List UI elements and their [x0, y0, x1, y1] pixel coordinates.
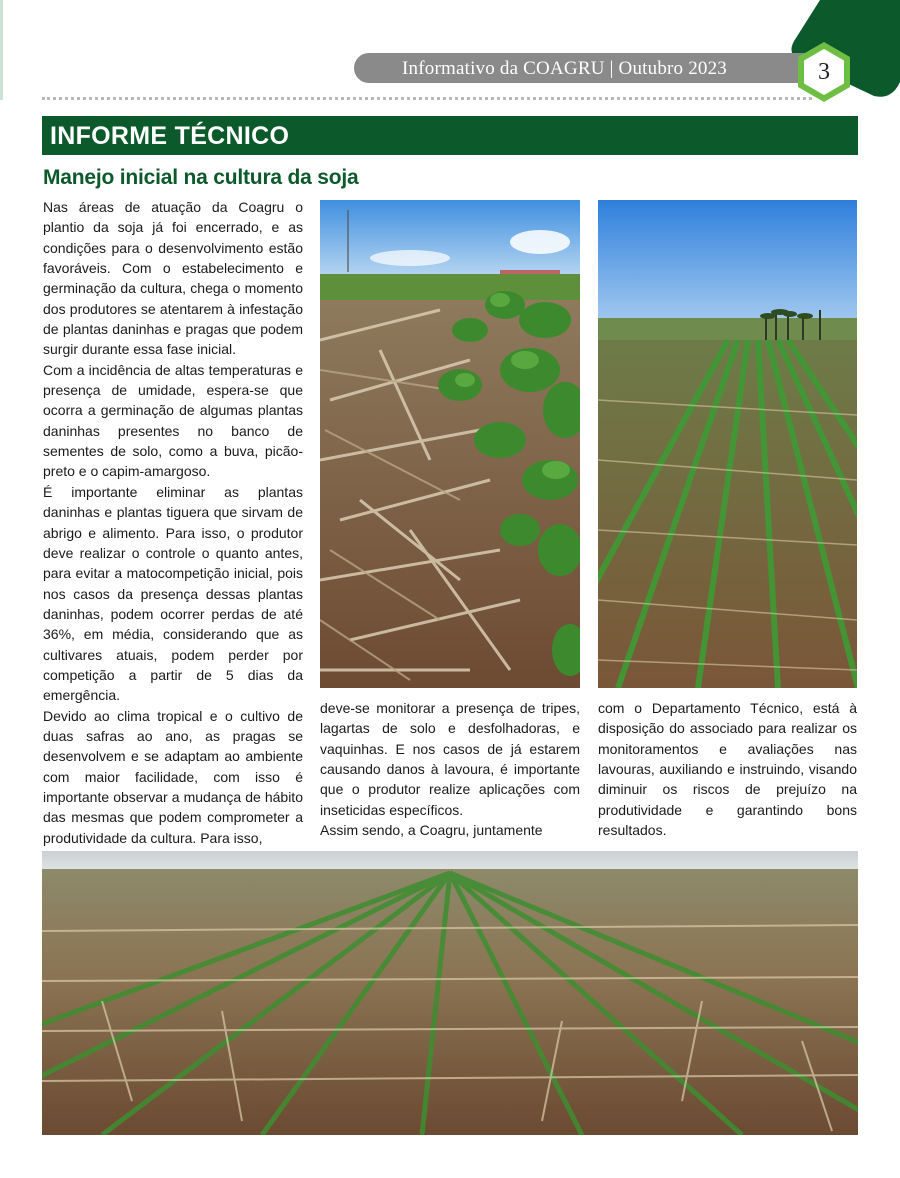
paragraph: deve-se monitorar a presença de tripes, lagartas de solo e desfolhadoras, e vaquinhas. E nos casos de já estarem causando danos à lavoura, é importante que o produtor realize aplicações com inseticidas específicos. — [320, 700, 580, 818]
soybean-field-rows-photo — [598, 200, 857, 688]
header-divider — [42, 97, 812, 100]
text-column-1 — [43, 197, 303, 848]
paragraph: Assim sendo, a Coagru, juntamente — [320, 822, 543, 839]
paragraph: Nas áreas de atuação da Coagru o plantio da soja já foi encerrado, e as condições para o desenvolvimento estão favoráveis. Com o estabelecimento e germinação da cultura, chega o momento dos produtores se atentarem à infestação de plantas daninhas e pragas que podem surgir durante essa fase inicial. — [43, 199, 303, 358]
text-column-3 — [598, 698, 857, 840]
paragraph: Com a incidência de altas temperaturas e presença de umidade, espera-se que ocorra a germinação de algumas plantas daninhas presentes no banco de sementes de solo, como a buva, picão-preto e o capim-amargoso. — [43, 361, 303, 480]
paragraph: É importante eliminar as plantas daninhas e plantas tiguera que sirvam de abrigo e alimento. Para isso, o produtor deve realizar o controle o quanto antes, para evitar a matocompetição inicial, pois nos casos da presença dessas plantas daninhas, podem ocorrer perdas de até 36%, em média, considerando que as cultivares atuais, podem perder por competição a partir de 5 dias da emergência. — [43, 483, 303, 704]
soybean-seedling-close-up-photo — [320, 200, 580, 688]
paragraph: com o Departamento Técnico, está à disposição do associado para realizar os monitoramentos e avaliações nas lavouras, auxiliando e instruindo, visando diminuir os riscos de prejuízo na produtividade e garantindo bons resultados. — [598, 700, 857, 839]
publication-header: Informativo da COAGRU | Outubro 2023 — [402, 58, 727, 79]
article-title: Manejo inicial na cultura da soja — [43, 166, 359, 189]
soybean-field-panorama-photo — [42, 851, 858, 1135]
page-edge-mark — [0, 0, 3, 100]
section-title: INFORME TÉCNICO — [50, 122, 290, 150]
page-number: 3 — [818, 59, 830, 85]
paragraph: Devido ao clima tropical e o cultivo de duas safras ao ano, as pragas se desenvolvem e se adaptam ao ambiente com maior facilidade, com isso é importante observar a mudança de hábito das mesmas que podem comprometer a produtividade da cultura. Para isso, — [43, 707, 303, 846]
text-column-2 — [320, 698, 580, 840]
